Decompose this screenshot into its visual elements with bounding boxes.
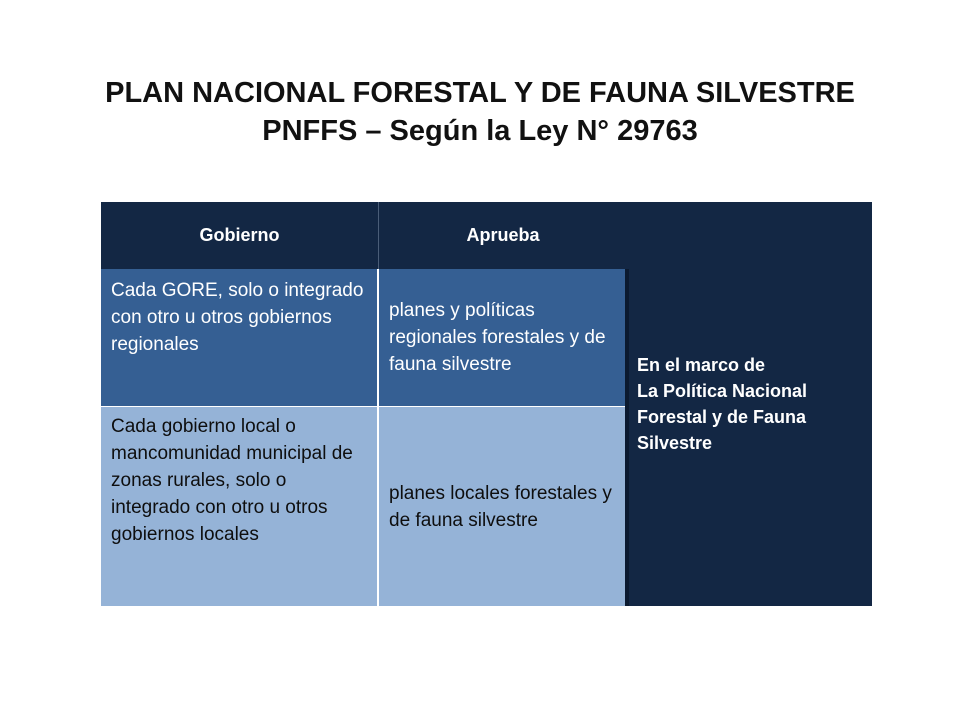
header-aprueba: Aprueba bbox=[379, 202, 627, 269]
table-row-1-aprueba-text: planes y políticas regionales forestales y de fauna silvestre bbox=[389, 300, 606, 375]
column-divider-shadow bbox=[625, 269, 629, 606]
table-row-1-gobierno: Cada GORE, solo o integrado con otro u otros gobiernos regionales bbox=[101, 269, 379, 406]
table-row-2-aprueba bbox=[379, 406, 627, 606]
table-row-2-gobierno: Cada gobierno local o mancomunidad municipal de zonas rurales, solo o integrado con otro u otros gobiernos locales bbox=[101, 406, 379, 606]
title-line-2: PNFFS – Según la Ley N° 29763 bbox=[262, 115, 698, 147]
slide-title bbox=[0, 74, 960, 150]
table-row-2-aprueba-text: planes locales forestales y de fauna silvestre bbox=[389, 482, 612, 531]
side-note-cell bbox=[627, 202, 872, 606]
header-gobierno: Gobierno bbox=[101, 202, 379, 269]
side-note-text: En el marco de La Política Nacional Forestal y de Fauna Silvestre bbox=[637, 355, 808, 453]
title-line-1: PLAN NACIONAL FORESTAL Y DE FAUNA SILVESTRE bbox=[105, 77, 855, 109]
governance-table bbox=[101, 202, 872, 606]
table-row-1-aprueba bbox=[379, 269, 627, 406]
